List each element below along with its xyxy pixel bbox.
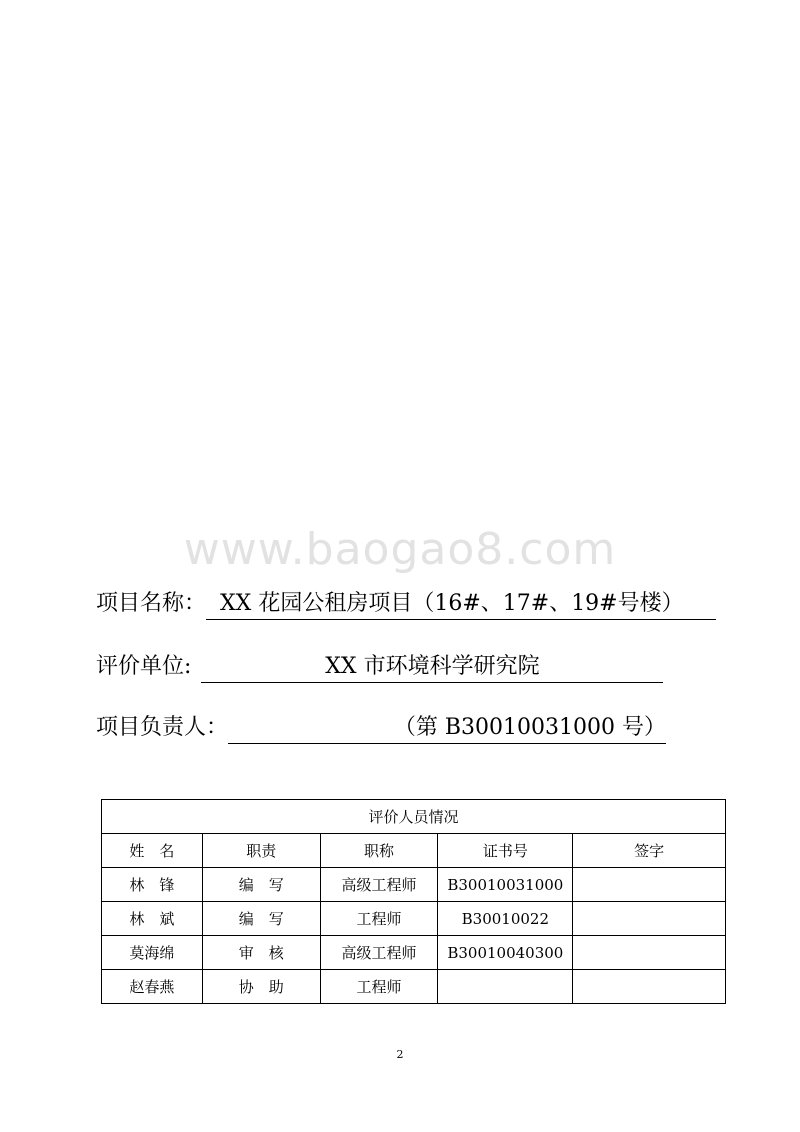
evaluation-unit-value: XX 市环境科学研究院 xyxy=(201,649,663,683)
project-lead-value: （第 B30010031000 号） xyxy=(228,710,666,744)
table-row xyxy=(102,868,726,902)
cell-title: 高级工程师 xyxy=(320,868,438,902)
cell-duty: 编 写 xyxy=(202,902,320,936)
staff-table-header-row xyxy=(102,834,726,868)
table-row xyxy=(102,970,726,1004)
cell-name: 林 锋 xyxy=(102,868,203,902)
header-duty: 职责 xyxy=(202,834,320,868)
header-certificate: 证书号 xyxy=(438,834,573,868)
cell-name: 林 斌 xyxy=(102,902,203,936)
cell-duty: 协 助 xyxy=(202,970,320,1004)
cell-duty: 审 核 xyxy=(202,936,320,970)
header-title: 职称 xyxy=(320,834,438,868)
cell-signature xyxy=(573,868,726,902)
cell-duty: 编 写 xyxy=(202,868,320,902)
cell-name: 莫海绵 xyxy=(102,936,203,970)
cell-signature xyxy=(573,936,726,970)
project-lead-row xyxy=(96,710,666,744)
table-row xyxy=(102,936,726,970)
table-row xyxy=(102,902,726,936)
evaluation-unit-label: 评价单位: xyxy=(96,654,192,679)
page-number: 2 xyxy=(396,1048,404,1061)
header-name: 姓 名 xyxy=(102,834,203,868)
header-signature: 签字 xyxy=(573,834,726,868)
watermark: www.baogao8.com xyxy=(183,524,617,575)
cell-certificate xyxy=(438,970,573,1004)
cell-name: 赵春燕 xyxy=(102,970,203,1004)
evaluation-unit-row xyxy=(96,649,663,683)
cell-title: 高级工程师 xyxy=(320,936,438,970)
cell-signature xyxy=(573,902,726,936)
cell-title: 工程师 xyxy=(320,970,438,1004)
cell-title: 工程师 xyxy=(320,902,438,936)
cell-certificate: B30010022 xyxy=(438,902,573,936)
cell-certificate: B30010031000 xyxy=(438,868,573,902)
cell-signature xyxy=(573,970,726,1004)
staff-table xyxy=(101,799,726,1004)
staff-table-title: 评价人员情况 xyxy=(102,800,726,834)
project-lead-label: 项目负责人： xyxy=(96,715,229,740)
project-name-value: XX 花园公租房项目（16#、17#、19#号楼） xyxy=(206,586,716,620)
project-name-row xyxy=(96,586,716,620)
project-name-label: 项目名称： xyxy=(96,591,207,616)
cell-certificate: B30010040300 xyxy=(438,936,573,970)
